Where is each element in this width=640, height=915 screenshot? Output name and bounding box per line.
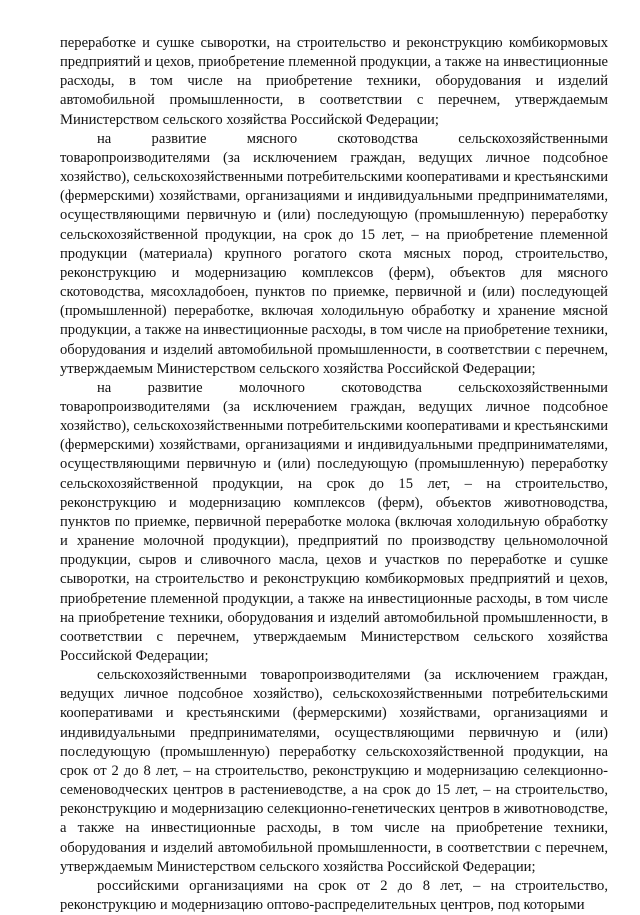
paragraph-dairy-cattle: на развитие молочного скотоводства сельскохозяйственными товаропроизводителями (за исключением граждан, ведущих личное подсобное хозяйство), сельскохозяйственными потребительскими кооперативами и крестьянскими (фермерскими) хозяйствами, организациями и индивидуальными предпринимателями, осуществляющими первичную и (или) последующую (промышленную) переработку сельскохозяйственной продукции, на срок до 15 лет, – на строительство, реконструкцию и модернизацию комплексов (ферм), объектов животноводства, пунктов по приемке, первичной переработке молока (включая холодильную обработку и хранение молочной продукции), предприятий по производству цельномолочной продукции, сыров и сливочного масла, цехов и участков по переработке и сушке сыворотки, на строительство и реконструкцию комбикормовых предприятий и цехов, приобретение племенной продукции, а также на инвестиционные расходы, в том числе на приобретение техники, оборудования и изделий автомобильной промышленности, в соответствии с перечнем, утверждаемым Министерством сельского хозяйства Российской Федерации; <box>60 379 609 664</box>
paragraph-continuation: переработке и сушке сыворотки, на строительство и реконструкцию комбикормовых предприятий и цехов, приобретение племенной продукции, а также на инвестиционные расходы, в том числе на приобретение техники, оборудования и изделий автомобильной промышленности, в соответствии с перечнем, утверждаемым Министерством сельского хозяйства Российской Федерации; <box>60 35 608 128</box>
paragraph-distribution-centers: российскими организациями на срок от 2 до 8 лет, – на строительство, реконструкцию и модернизацию оптово-распределительных центров, под которыми <box>60 877 608 914</box>
paragraph-breeding-centers: сельскохозяйственными товаропроизводителями (за исключением граждан, ведущих личное подсобное хозяйство), сельскохозяйственными потребительскими кооперативами и крестьянскими (фермерскими) хозяйствами, организациями и индивидуальными предпринимателями, осуществляющими первичную и (или) последующую (промышленную) переработку сельскохозяйственной продукции, на срок от 2 до 8 лет, – на строительство, реконструкцию и модернизацию селекционно-семеноводческих центров в растениеводстве, а на срок до 15 лет, – на строительство, реконструкцию и модернизацию селекционно-генетических центров в животноводстве, а также на инвестиционные расходы, в том числе на приобретение техники, оборудования и изделий автомобильной промышленности, в соответствии с перечнем, утверждаемым Министерством сельского хозяйства Российской Федерации; <box>60 667 608 875</box>
document-page <box>60 34 608 915</box>
paragraph-meat-cattle: на развитие мясного скотоводства сельскохозяйственными товаропроизводителями (за исключением граждан, ведущих личное подсобное хозяйство), сельскохозяйственными потребительскими кооперативами и крестьянскими (фермерскими) хозяйствами, организациями и индивидуальными предпринимателями, осуществляющими первичную и (или) последующую (промышленную) переработку сельскохозяйственной продукции, на срок до 15 лет, – на приобретение племенной продукции (материала) крупного рогатого скота мясных пород, строительство, реконструкцию и модернизацию комплексов (ферм), объектов для мясного скотоводства, мясохладобоен, пунктов по приемке, первичной и (или) последующей (промышленной) переработке, включая холодильную обработку и хранение мясной продукции, а также на инвестиционные расходы, в том числе на приобретение техники, оборудования и изделий автомобильной промышленности, в соответствии с перечнем, утверждаемым Министерством сельского хозяйства Российской Федерации; <box>60 130 609 377</box>
